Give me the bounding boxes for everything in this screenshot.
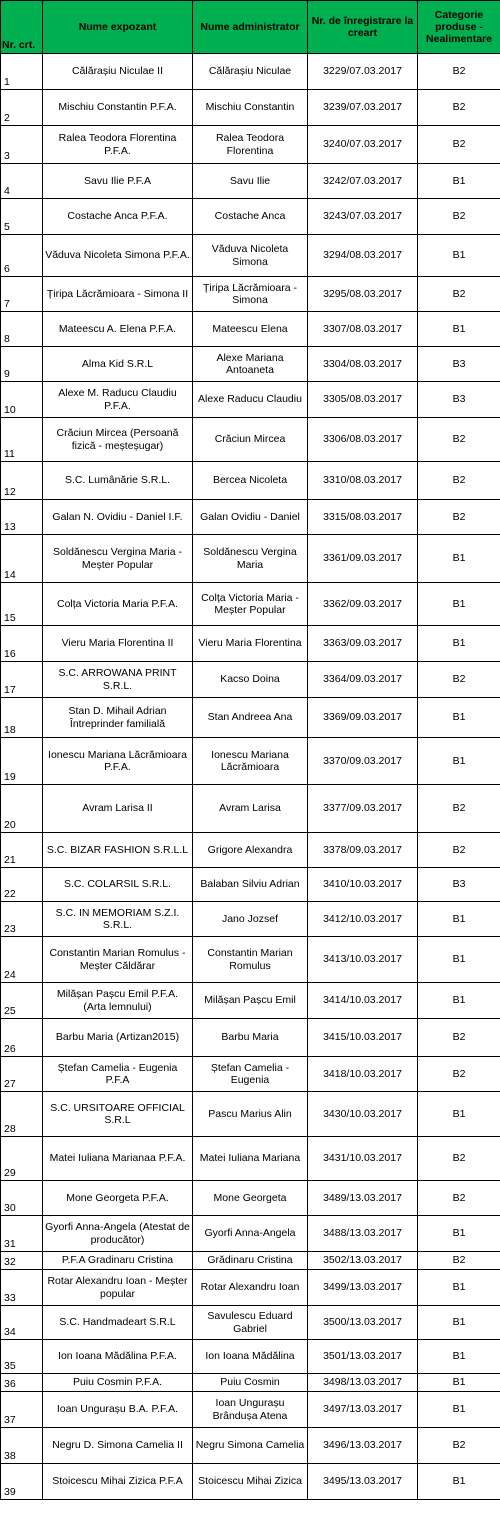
registration-number: 3305/08.03.2017 [308,382,418,418]
product-category: B1 [418,235,500,277]
exhibitor-name: Soldănescu Vergina Maria - Meșter Popular [43,535,193,583]
product-category: B2 [418,1057,500,1092]
product-category: B1 [418,1340,500,1374]
product-category: B2 [418,126,500,164]
row-number: 13 [1,500,43,535]
exhibitor-name: P.F.A Gradinaru Cristina [43,1252,193,1270]
table-row [1,500,500,535]
table-row [1,1137,500,1181]
exhibitor-name: Colța Victoria Maria P.F.A. [43,583,193,626]
administrator-name: Constantin Marian Romulus [193,937,308,983]
exhibitor-name: Milășan Pașcu Emil P.F.A. (Arta lemnului) [43,983,193,1019]
header-categorie-produse: Categorie produse - Nealimentare [418,1,500,54]
registration-number: 3497/13.03.2017 [308,1392,418,1428]
registration-number: 3495/13.03.2017 [308,1464,418,1500]
exhibitor-name: S.C. Handmadeart S.R.L [43,1306,193,1340]
product-category: B1 [418,1306,500,1340]
table-row [1,235,500,277]
exhibitor-name: Matei Iuliana Marianaa P.F.A. [43,1137,193,1181]
registration-number: 3500/13.03.2017 [308,1306,418,1340]
product-category: B2 [418,90,500,126]
exhibitor-name: Alexe M. Raducu Claudiu P.F.A. [43,382,193,418]
product-category: B2 [418,1428,500,1464]
table-row [1,1392,500,1428]
administrator-name: Alexe Mariana Antoaneta [193,347,308,382]
registration-number: 3229/07.03.2017 [308,54,418,90]
administrator-name: Negru Simona Camelia [193,1428,308,1464]
registration-number: 3306/08.03.2017 [308,418,418,462]
row-number: 6 [1,235,43,277]
row-number: 23 [1,902,43,937]
exhibitor-name: S.C. ARROWANA PRINT S.R.L. [43,662,193,698]
product-category: B1 [418,1092,500,1137]
row-number: 24 [1,937,43,983]
exhibitor-name: Constantin Marian Romulus - Meșter Căldărar [43,937,193,983]
registration-number: 3499/13.03.2017 [308,1270,418,1306]
row-number: 8 [1,312,43,347]
exhibitor-name: S.C. IN MEMORIAM S.Z.I. S.R.L. [43,902,193,937]
exhibitor-name: Puiu Cosmin P.F.A. [43,1374,193,1392]
row-number: 27 [1,1057,43,1092]
table-row [1,698,500,738]
row-number: 4 [1,164,43,199]
header-nume-administrator: Nume administrator [193,1,308,54]
table-row [1,1428,500,1464]
registration-number: 3412/10.03.2017 [308,902,418,937]
product-category: B2 [418,277,500,312]
registration-number: 3410/10.03.2017 [308,868,418,902]
administrator-name: Puiu Cosmin [193,1374,308,1392]
administrator-name: Crăciun Mircea [193,418,308,462]
table-row [1,312,500,347]
administrator-name: Milășan Pașcu Emil [193,983,308,1019]
table-row [1,1340,500,1374]
registration-number: 3488/13.03.2017 [308,1216,418,1252]
table-row [1,418,500,462]
administrator-name: Mone Georgeta [193,1181,308,1216]
product-category: B2 [418,500,500,535]
table-row [1,126,500,164]
product-category: B2 [418,1019,500,1057]
table-row [1,382,500,418]
registration-number: 3418/10.03.2017 [308,1057,418,1092]
table-row [1,738,500,785]
registration-number: 3430/10.03.2017 [308,1092,418,1137]
administrator-name: Ralea Teodora Florentina [193,126,308,164]
exhibitor-name: S.C. Lumânărie S.R.L. [43,462,193,500]
row-number: 12 [1,462,43,500]
table-row [1,1374,500,1392]
table-row [1,937,500,983]
row-number: 22 [1,868,43,902]
administrator-name: Grădinaru Cristina [193,1252,308,1270]
row-number: 29 [1,1137,43,1181]
registration-number: 3502/13.03.2017 [308,1252,418,1270]
row-number: 36 [1,1374,43,1392]
product-category: B1 [418,983,500,1019]
exhibitor-name: Mischiu Constantin P.F.A. [43,90,193,126]
administrator-name: Balaban Silviu Adrian [193,868,308,902]
registration-number: 3431/10.03.2017 [308,1137,418,1181]
product-category: B2 [418,54,500,90]
registration-number: 3498/13.03.2017 [308,1374,418,1392]
exhibitor-name: Savu Ilie P.F.A [43,164,193,199]
table-row [1,1019,500,1057]
administrator-name: Mischiu Constantin [193,90,308,126]
exhibitor-name: Crăciun Mircea (Persoană fizică - meșteșugar) [43,418,193,462]
exhibitor-name: Alma Kid S.R.L [43,347,193,382]
table-row [1,833,500,868]
table-row [1,868,500,902]
row-number: 15 [1,583,43,626]
registration-number: 3364/09.03.2017 [308,662,418,698]
registration-number: 3243/07.03.2017 [308,199,418,235]
row-number: 7 [1,277,43,312]
exhibitor-name: Gyorfi Anna-Angela (Atestat de producător) [43,1216,193,1252]
exhibitor-name: Ștefan Camelia - Eugenia P.F.A [43,1057,193,1092]
registration-number: 3414/10.03.2017 [308,983,418,1019]
exhibitor-name: Ionescu Mariana Lăcrămioara P.F.A. [43,738,193,785]
registration-number: 3369/09.03.2017 [308,698,418,738]
row-number: 3 [1,126,43,164]
table-row [1,983,500,1019]
administrator-name: Avram Larisa [193,785,308,833]
exhibitor-name: Costache Anca P.F.A. [43,199,193,235]
row-number: 31 [1,1216,43,1252]
row-number: 11 [1,418,43,462]
row-number: 26 [1,1019,43,1057]
table-row [1,164,500,199]
product-category: B1 [418,626,500,662]
administrator-name: Văduva Nicoleta Simona [193,235,308,277]
row-number: 30 [1,1181,43,1216]
exhibitor-name: Rotar Alexandru Ioan - Meșter popular [43,1270,193,1306]
exhibitor-name: Vieru Maria Florentina II [43,626,193,662]
product-category: B2 [418,833,500,868]
table-row [1,347,500,382]
product-category: B1 [418,1374,500,1392]
product-category: B1 [418,1464,500,1500]
registration-number: 3315/08.03.2017 [308,500,418,535]
table-row [1,54,500,90]
product-category: B2 [418,462,500,500]
registration-number: 3413/10.03.2017 [308,937,418,983]
administrator-name: Barbu Maria [193,1019,308,1057]
row-number: 39 [1,1464,43,1500]
registration-number: 3415/10.03.2017 [308,1019,418,1057]
product-category: B1 [418,937,500,983]
exhibitor-name: Ion Ioana Mădălina P.F.A. [43,1340,193,1374]
administrator-name: Ioan Ungurașu Brândușa Atena [193,1392,308,1428]
table-row [1,662,500,698]
registration-number: 3501/13.03.2017 [308,1340,418,1374]
registration-number: 3295/08.03.2017 [308,277,418,312]
registration-number: 3240/07.03.2017 [308,126,418,164]
row-number: 9 [1,347,43,382]
table-row [1,1252,500,1270]
administrator-name: Ion Ioana Mădălina [193,1340,308,1374]
exhibitor-name: Negru D. Simona Camelia II [43,1428,193,1464]
administrator-name: Alexe Raducu Claudiu [193,382,308,418]
header-nr-crt: Nr. crt. [1,1,43,54]
table-row [1,1306,500,1340]
table-row [1,1216,500,1252]
product-category: B1 [418,164,500,199]
table-row [1,1181,500,1216]
table-row [1,785,500,833]
row-number: 20 [1,785,43,833]
table-row [1,462,500,500]
exhibitor-name: Avram Larisa II [43,785,193,833]
row-number: 14 [1,535,43,583]
table-row [1,1092,500,1137]
registration-number: 3363/09.03.2017 [308,626,418,662]
row-number: 28 [1,1092,43,1137]
administrator-name: Stan Andreea Ana [193,698,308,738]
exhibitor-name: Călărașiu Niculae II [43,54,193,90]
registration-number: 3378/09.03.2017 [308,833,418,868]
administrator-name: Ionescu Mariana Lăcrămioara [193,738,308,785]
header-row [1,1,500,54]
product-category: B2 [418,1137,500,1181]
table-row [1,199,500,235]
administrator-name: Colța Victoria Maria - Meșter Popular [193,583,308,626]
registration-number: 3361/09.03.2017 [308,535,418,583]
row-number: 10 [1,382,43,418]
administrator-name: Rotar Alexandru Ioan [193,1270,308,1306]
exhibitor-name: S.C. URSITOARE OFFICIAL S.R.L [43,1092,193,1137]
exhibitor-name: Ioan Ungurașu B.A. P.F.A. [43,1392,193,1428]
exhibitor-name: S.C. BIZAR FASHION S.R.L.L [43,833,193,868]
table-row [1,626,500,662]
row-number: 38 [1,1428,43,1464]
product-category: B2 [418,199,500,235]
exhibitor-name: Galan N. Ovidiu - Daniel I.F. [43,500,193,535]
exhibitor-name: S.C. COLARSIL S.R.L. [43,868,193,902]
product-category: B1 [418,738,500,785]
row-number: 25 [1,983,43,1019]
registration-number: 3304/08.03.2017 [308,347,418,382]
row-number: 2 [1,90,43,126]
row-number: 1 [1,54,43,90]
header-nume-expozant: Nume expozant [43,1,193,54]
exhibitor-name: Ralea Teodora Florentina P.F.A. [43,126,193,164]
administrator-name: Vieru Maria Florentina [193,626,308,662]
product-category: B1 [418,902,500,937]
product-category: B1 [418,698,500,738]
table-row [1,583,500,626]
row-number: 21 [1,833,43,868]
exhibitor-name: Țiripa Lăcrămioara - Simona II [43,277,193,312]
row-number: 32 [1,1252,43,1270]
exhibitor-name: Mateescu A. Elena P.F.A. [43,312,193,347]
registration-number: 3307/08.03.2017 [308,312,418,347]
table-row [1,90,500,126]
product-category: B1 [418,583,500,626]
row-number: 18 [1,698,43,738]
product-category: B2 [418,785,500,833]
exhibitor-name: Stan D. Mihail Adrian Întreprinder familială [43,698,193,738]
administrator-name: Mateescu Elena [193,312,308,347]
product-category: B3 [418,382,500,418]
row-number: 33 [1,1270,43,1306]
row-number: 5 [1,199,43,235]
registration-number: 3377/09.03.2017 [308,785,418,833]
registration-number: 3489/13.03.2017 [308,1181,418,1216]
administrator-name: Bercea Nicoleta [193,462,308,500]
product-category: B3 [418,347,500,382]
row-number: 16 [1,626,43,662]
table-row [1,535,500,583]
product-category: B2 [418,1181,500,1216]
table-row [1,902,500,937]
product-category: B1 [418,312,500,347]
registration-number: 3242/07.03.2017 [308,164,418,199]
product-category: B1 [418,535,500,583]
product-category: B3 [418,868,500,902]
exhibitor-name: Stoicescu Mihai Zizica P.F.A [43,1464,193,1500]
row-number: 35 [1,1340,43,1374]
administrator-name: Călărașiu Niculae [193,54,308,90]
registration-number: 3294/08.03.2017 [308,235,418,277]
administrator-name: Pascu Marius Alin [193,1092,308,1137]
row-number: 17 [1,662,43,698]
registration-number: 3310/08.03.2017 [308,462,418,500]
row-number: 37 [1,1392,43,1428]
exhibitor-name: Văduva Nicoleta Simona P.F.A. [43,235,193,277]
administrator-name: Jano Jozsef [193,902,308,937]
registration-number: 3370/09.03.2017 [308,738,418,785]
table-row [1,1464,500,1500]
product-category: B2 [418,418,500,462]
administrator-name: Țiripa Lăcrămioara - Simona [193,277,308,312]
administrator-name: Savu Ilie [193,164,308,199]
registration-number: 3362/09.03.2017 [308,583,418,626]
registration-number: 3496/13.03.2017 [308,1428,418,1464]
administrator-name: Gyorfi Anna-Angela [193,1216,308,1252]
administrator-name: Ștefan Camelia - Eugenia [193,1057,308,1092]
administrator-name: Soldănescu Vergina Maria [193,535,308,583]
administrator-name: Grigore Alexandra [193,833,308,868]
table-row [1,1270,500,1306]
table-body [1,54,500,1500]
header-nr-inregistrare: Nr. de înregistrare la creart [308,1,418,54]
table-row [1,277,500,312]
administrator-name: Matei Iuliana Mariana [193,1137,308,1181]
product-category: B2 [418,1252,500,1270]
registration-number: 3239/07.03.2017 [308,90,418,126]
administrator-name: Kacso Doina [193,662,308,698]
row-number: 34 [1,1306,43,1340]
product-category: B1 [418,1216,500,1252]
exhibitor-name: Mone Georgeta P.F.A. [43,1181,193,1216]
product-category: B2 [418,662,500,698]
table-row [1,1057,500,1092]
product-category: B1 [418,1392,500,1428]
administrator-name: Savulescu Eduard Gabriel [193,1306,308,1340]
administrator-name: Galan Ovidiu - Daniel [193,500,308,535]
administrator-name: Stoicescu Mihai Zizica [193,1464,308,1500]
administrator-name: Costache Anca [193,199,308,235]
product-category: B1 [418,1270,500,1306]
row-number: 19 [1,738,43,785]
exhibitor-name: Barbu Maria (Artizan2015) [43,1019,193,1057]
